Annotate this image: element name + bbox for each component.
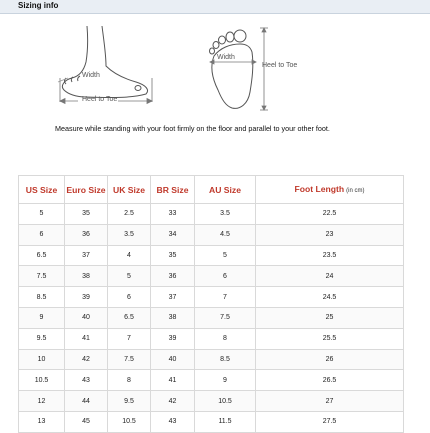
cell-uk: 8 xyxy=(108,370,151,391)
cell-uk: 9.5 xyxy=(108,391,151,412)
cell-euro: 40 xyxy=(65,307,108,328)
cell-euro: 35 xyxy=(65,204,108,225)
cell-uk: 7 xyxy=(108,328,151,349)
cell-br: 42 xyxy=(151,391,195,412)
cell-euro: 45 xyxy=(65,411,108,432)
table-row xyxy=(19,349,404,370)
header-title: Sizing info xyxy=(18,1,59,10)
table-row xyxy=(19,411,404,432)
cell-uk: 7.5 xyxy=(108,349,151,370)
cell-us: 8.5 xyxy=(19,287,65,308)
cell-br: 43 xyxy=(151,411,195,432)
foot-length-unit: (in cm) xyxy=(346,187,365,194)
table-header-row xyxy=(19,176,404,204)
side-width-label: Width xyxy=(82,72,100,79)
table-row xyxy=(19,266,404,287)
cell-uk: 5 xyxy=(108,266,151,287)
cell-us: 6 xyxy=(19,224,65,245)
cell-uk: 10.5 xyxy=(108,411,151,432)
cell-br: 35 xyxy=(151,245,195,266)
cell-foot-length: 25.5 xyxy=(256,328,404,349)
cell-foot-length: 24.5 xyxy=(256,287,404,308)
cell-foot-length: 25 xyxy=(256,307,404,328)
cell-foot-length: 26 xyxy=(256,349,404,370)
cell-euro: 37 xyxy=(65,245,108,266)
cell-us: 10.5 xyxy=(19,370,65,391)
header-uk-size: UK Size xyxy=(108,176,151,204)
table-row xyxy=(19,307,404,328)
cell-au: 6 xyxy=(195,266,256,287)
cell-foot-length: 23 xyxy=(256,224,404,245)
cell-br: 41 xyxy=(151,370,195,391)
sole-heel-to-toe-label: Heel to Toe xyxy=(262,62,298,69)
cell-br: 40 xyxy=(151,349,195,370)
cell-us: 9.5 xyxy=(19,328,65,349)
cell-au: 11.5 xyxy=(195,411,256,432)
cell-au: 7.5 xyxy=(195,307,256,328)
cell-uk: 2.5 xyxy=(108,204,151,225)
cell-uk: 3.5 xyxy=(108,224,151,245)
cell-euro: 42 xyxy=(65,349,108,370)
sole-width-label: Width xyxy=(217,54,235,61)
cell-euro: 43 xyxy=(65,370,108,391)
cell-au: 5 xyxy=(195,245,256,266)
cell-us: 5 xyxy=(19,204,65,225)
table-row xyxy=(19,287,404,308)
cell-foot-length: 23.5 xyxy=(256,245,404,266)
table-row xyxy=(19,204,404,225)
cell-au: 3.5 xyxy=(195,204,256,225)
cell-br: 34 xyxy=(151,224,195,245)
cell-uk: 6.5 xyxy=(108,307,151,328)
cell-au: 10.5 xyxy=(195,391,256,412)
cell-euro: 44 xyxy=(65,391,108,412)
cell-foot-length: 24 xyxy=(256,266,404,287)
cell-us: 9 xyxy=(19,307,65,328)
table-row xyxy=(19,328,404,349)
header-us-size: US Size xyxy=(19,176,65,204)
cell-br: 39 xyxy=(151,328,195,349)
cell-uk: 4 xyxy=(108,245,151,266)
foot-side-view-illustration xyxy=(40,20,200,115)
table-row xyxy=(19,224,404,245)
cell-br: 36 xyxy=(151,266,195,287)
cell-foot-length: 22.5 xyxy=(256,204,404,225)
cell-foot-length: 26.5 xyxy=(256,370,404,391)
side-heel-to-toe-label: Heel to Toe xyxy=(82,96,118,103)
header-br-size: BR Size xyxy=(151,176,195,204)
size-conversion-table xyxy=(18,175,404,433)
cell-foot-length: 27.5 xyxy=(256,411,404,432)
foot-measurement-diagram xyxy=(0,14,430,134)
cell-au: 8 xyxy=(195,328,256,349)
cell-us: 6.5 xyxy=(19,245,65,266)
cell-au: 9 xyxy=(195,370,256,391)
measurement-instruction: Measure while standing with your foot firmly on the floor and parallel to your other foot. xyxy=(55,124,330,133)
cell-us: 13 xyxy=(19,411,65,432)
cell-us: 10 xyxy=(19,349,65,370)
cell-us: 7.5 xyxy=(19,266,65,287)
cell-uk: 6 xyxy=(108,287,151,308)
table-row xyxy=(19,245,404,266)
cell-euro: 36 xyxy=(65,224,108,245)
header-foot-length xyxy=(256,176,404,204)
cell-au: 7 xyxy=(195,287,256,308)
table-row xyxy=(19,391,404,412)
table-row xyxy=(19,370,404,391)
cell-euro: 39 xyxy=(65,287,108,308)
cell-br: 37 xyxy=(151,287,195,308)
cell-br: 38 xyxy=(151,307,195,328)
cell-au: 8.5 xyxy=(195,349,256,370)
cell-br: 33 xyxy=(151,204,195,225)
header-euro-size: Euro Size xyxy=(65,176,108,204)
cell-us: 12 xyxy=(19,391,65,412)
cell-au: 4.5 xyxy=(195,224,256,245)
foot-length-label: Foot Length xyxy=(294,183,345,194)
cell-euro: 38 xyxy=(65,266,108,287)
cell-foot-length: 27 xyxy=(256,391,404,412)
sizing-info-header xyxy=(0,0,430,14)
cell-euro: 41 xyxy=(65,328,108,349)
header-au-size: AU Size xyxy=(195,176,256,204)
